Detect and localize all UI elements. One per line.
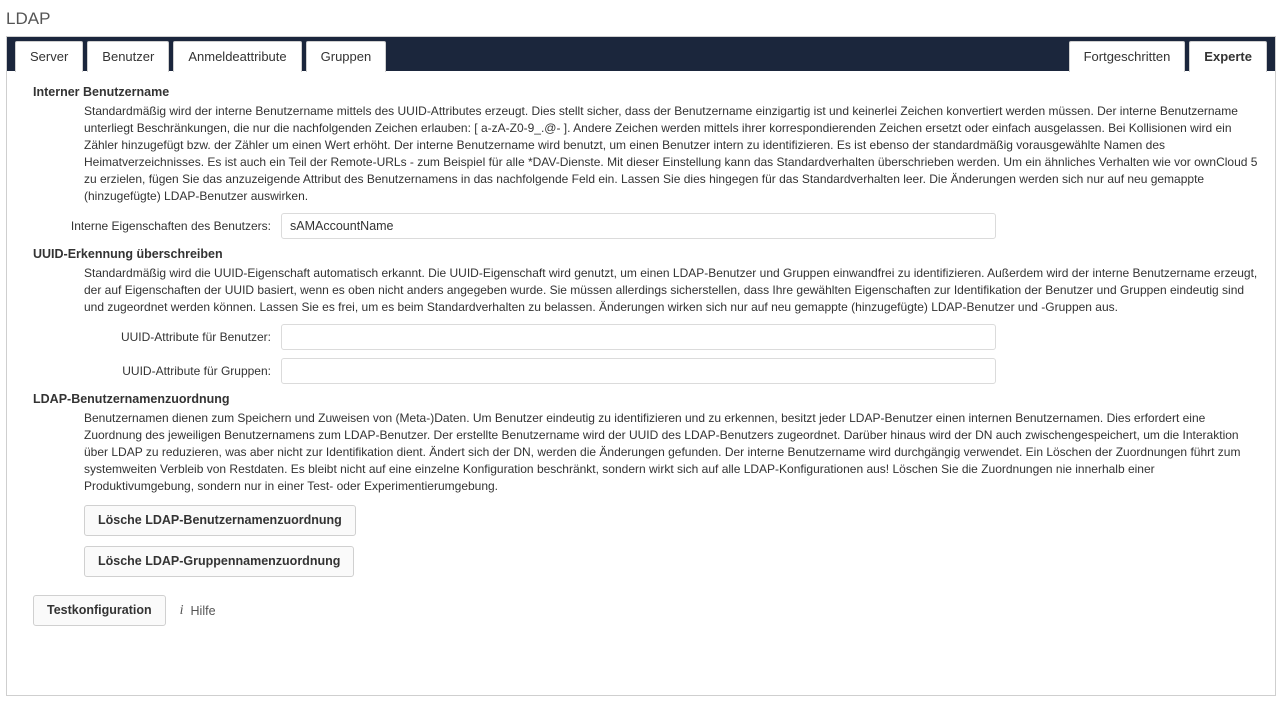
info-icon: i <box>179 602 184 618</box>
tab-gruppen[interactable]: Gruppen <box>306 41 387 72</box>
internal-username-input[interactable] <box>281 213 996 239</box>
tab-fortgeschritten[interactable]: Fortgeschritten <box>1069 41 1186 72</box>
field-row-internal-username <box>21 213 1261 239</box>
uuid-user-attribute-input[interactable] <box>281 324 996 350</box>
footer-actions <box>33 595 1261 626</box>
label-uuid-group-attribute: UUID-Attribute für Gruppen: <box>122 364 271 378</box>
panel-body <box>7 71 1275 695</box>
section-description-internal-username: Standardmäßig wird der interne Benutzername mittels des UUID-Attributes erzeugt. Dies stellt sicher, dass der Benutzername einzigartig ist und keinerlei Zeichen konvertiert werden müssen. Der interne Benutzername unterliegt Beschränkungen, die nur die nachfolgenden Zeichen erlauben: [ a-zA-Z0-9_.@- ]. Andere Zeichen werden mittels ihrer korrespondierenden Zeichen ersetzt oder einfach ausgelassen. Bei Kollisionen wird ein Zähler hinzugefügt bzw. der Zähler um einen Wert erhöht. Der interne Benutzername wird benutzt, um einen Benutzer intern zu identifizieren. Es ist ebenso der standardmäßig vorausgewählte Namen des Heimatverzeichnisses. Es ist auch ein Teil der Remote-URLs - zum Beispiel für alle *DAV-Dienste. Mit dieser Einstellung kann das Standardverhalten überschrieben werden. Um ein ähnliches Verhalten wie vor ownCloud 5 zu erzielen, fügen Sie das anzuzeigende Attribut des Benutzernamens in das nachfolgende Feld ein. Lassen Sie dies hingegen für das Standardverhalten leer. Die Änderungen werden sich nur auf neu gemappte (hinzugefügte) LDAP-Benutzer auswirken. <box>84 104 1258 203</box>
label-internal-username: Interne Eigenschaften des Benutzers: <box>70 219 271 233</box>
button-row-clear-user-mapping <box>84 505 1261 536</box>
section-heading-uuid-override: UUID-Erkennung überschreiben <box>33 247 223 261</box>
section-description-uuid-override: Standardmäßig wird die UUID-Eigenschaft automatisch erkannt. Die UUID-Eigenschaft wird genutzt, um einen LDAP-Benutzer und Gruppen einwandfrei zu identifizieren. Außerdem wird der interne Benutzername erzeugt, der auf Eigenschaften der UUID basiert, wenn es oben nicht anders angegeben wurde. Sie müssen allerdings sicherstellen, dass Ihre gewählten Eigenschaften zur Identifikation der Benutzer und Gruppen eindeutig sind und zugeordnet werden können. Lassen Sie es frei, um es beim Standardverhalten zu belassen. Änderungen wirken sich nur auf neu gemappte (hinzugefügte) LDAP-Benutzer und -Gruppen aus. <box>84 266 1258 314</box>
tab-bar <box>7 37 1275 71</box>
label-uuid-user-attribute: UUID-Attribute für Benutzer: <box>120 330 271 344</box>
page-title: LDAP <box>6 9 51 28</box>
tab-server[interactable]: Server <box>15 41 83 72</box>
tab-anmeldeattribute[interactable]: Anmeldeattribute <box>173 41 301 72</box>
field-row-uuid-group <box>21 358 1261 384</box>
tab-group-right <box>1065 40 1275 71</box>
section-description-username-mapping: Benutzernamen dienen zum Speichern und Zuweisen von (Meta-)Daten. Um Benutzer eindeutig zu identifizieren und zu erkennen, besitzt jeder LDAP-Benutzer einen internen Benutzernamen. Dies erfordert eine Zuordnung des jeweiligen Benutzernamens zum LDAP-Benutzer. Der erstellte Benutzername wird der UUID des LDAP-Benutzers zugeordnet. Darüber hinaus wird der DN auch zwischengespeichert, um die Interaktion über LDAP zu reduzieren, was aber nicht zur Identifikation dient. Ändert sich der DN, werden die Änderungen gefunden. Der interne Benutzername wird durchgängig verwendet. Ein Löschen der Zuordnungen führt zum systemweiten Verbleib von Restdaten. Es bleibt nicht auf eine einzelne Konfiguration beschränkt, sondern wirkt sich auf alle LDAP-Konfigurationen aus! Löschen Sie die Zuordnungen nie innerhalb einer Produktivumgebung, sondern nur in einer Test- oder Experimentierumgebung. <box>84 411 1241 493</box>
tab-group-left <box>7 40 390 71</box>
uuid-group-attribute-input[interactable] <box>281 358 996 384</box>
tab-experte[interactable]: Experte <box>1189 41 1267 72</box>
test-configuration-button[interactable]: Testkonfiguration <box>33 595 166 626</box>
clear-group-mapping-button[interactable]: Lösche LDAP-Gruppennamenzuordnung <box>84 546 354 577</box>
button-row-clear-group-mapping <box>84 546 1261 577</box>
help-link[interactable] <box>180 603 216 619</box>
help-label: Hilfe <box>190 603 216 618</box>
section-heading-username-mapping: LDAP-Benutzernamenzuordnung <box>33 392 230 406</box>
clear-user-mapping-button[interactable]: Lösche LDAP-Benutzernamenzuordnung <box>84 505 356 536</box>
ldap-settings-panel <box>6 36 1276 696</box>
field-row-uuid-user <box>21 324 1261 350</box>
tab-benutzer[interactable]: Benutzer <box>87 41 169 72</box>
section-heading-internal-username: Interner Benutzername <box>33 85 170 99</box>
